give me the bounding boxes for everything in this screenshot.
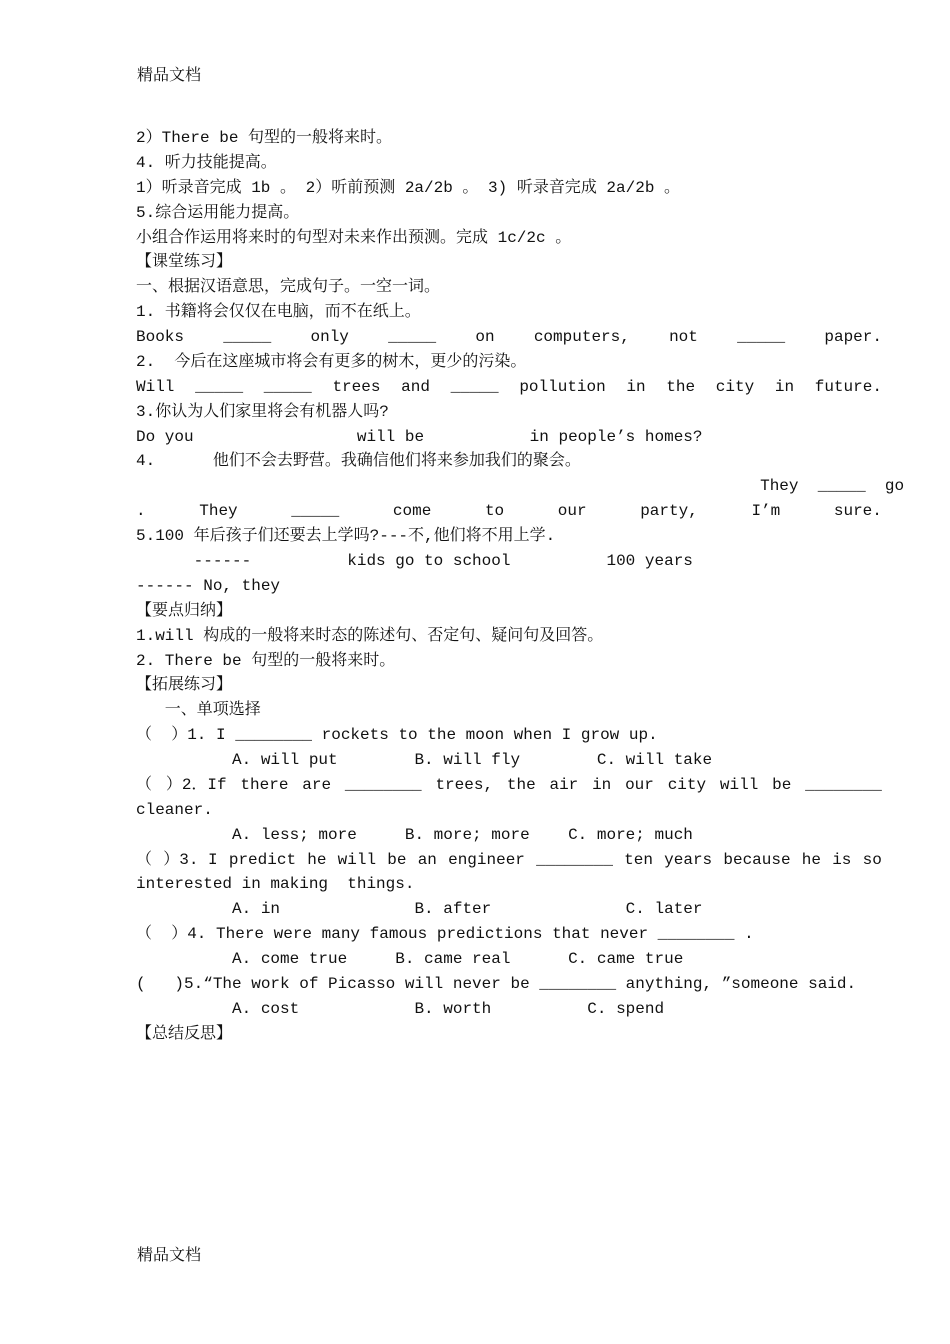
- line-word: _____: [263, 377, 312, 396]
- line-word: （: [136, 775, 153, 794]
- line-word: _____: [388, 328, 437, 346]
- text-line: [136, 774, 882, 796]
- line-word: pollution: [519, 377, 606, 396]
- text-line: 1.will 构成的一般将来时态的陈述句、否定句、疑问句及回答。: [136, 626, 604, 645]
- text-line: 4. 他们不会去野营。我确信他们将来参加我们的聚会。: [136, 452, 581, 471]
- line-word: not: [669, 328, 698, 346]
- line-word: I’m: [751, 502, 781, 521]
- text-line: 2. There be 句型的一般将来时。: [136, 651, 396, 670]
- text-line: A. less; more B. more; more C. more; much: [136, 825, 693, 844]
- line-word: （: [136, 850, 153, 869]
- line-word: _____: [223, 328, 272, 346]
- text-line: 3.你认为人们家里将会有机器人吗?: [136, 402, 389, 421]
- line-word: Will: [136, 377, 175, 396]
- line-word: in: [626, 377, 646, 396]
- line-word: ten: [624, 850, 653, 869]
- text-line: A. in B. after C. later: [136, 900, 703, 919]
- line-word: and: [401, 377, 430, 396]
- line-word: be: [387, 850, 407, 869]
- line-word: ________: [805, 775, 882, 794]
- line-word: to: [484, 502, 505, 521]
- line-word: our: [625, 775, 654, 794]
- text-line: [136, 500, 882, 522]
- line-word: city: [667, 775, 707, 794]
- text-line: cleaner.: [136, 800, 213, 819]
- text-line: A. come true B. came real C. came true: [136, 950, 684, 968]
- line-word: sure.: [833, 502, 882, 521]
- line-word: in: [592, 775, 612, 794]
- line-word: computers,: [533, 328, 630, 346]
- text-line: 1）听录音完成 1b 。 2）听前预测 2a/2b 。 3) 听录音完成 2a/2b 。: [136, 178, 681, 197]
- line-word: will: [719, 775, 759, 794]
- line-word: ________: [536, 850, 613, 869]
- text-line: 5.综合运用能力提高。: [136, 203, 300, 222]
- line-word: ）2．If: [165, 775, 227, 794]
- line-word: so: [862, 850, 882, 869]
- text-line: 一、根据汉语意思，完成句子。一空一词。: [136, 278, 441, 297]
- text-line: They _____ go: [136, 477, 905, 496]
- line-word: on: [475, 328, 495, 346]
- line-word: an: [417, 850, 437, 869]
- text-line: ( )5.“The work of Picasso will never be ________ anything, ”someone said.: [136, 974, 857, 993]
- line-word: he: [307, 850, 327, 869]
- line-word: future.: [814, 377, 882, 396]
- text-line: 小组合作运用将来时的句型对未来作出预测。完成 1c/2c 。: [136, 228, 572, 247]
- text-line: [136, 849, 882, 871]
- line-word: predict: [228, 850, 297, 869]
- line-word: come: [392, 502, 432, 521]
- text-line: Do you will be in people’s homes?: [136, 427, 703, 446]
- text-line: 【课堂练习】: [136, 253, 233, 272]
- text-line: A. will put B. will fly C. will take: [136, 751, 713, 769]
- text-line: 【拓展练习】: [136, 676, 233, 695]
- line-word: the: [506, 775, 536, 794]
- line-word: trees,: [435, 775, 494, 794]
- line-word: are: [302, 775, 332, 794]
- line-word: he: [801, 850, 821, 869]
- text-line: 4. 听力技能提高。: [136, 153, 277, 172]
- line-word: _____: [737, 328, 786, 346]
- text-line: ------ No, they: [136, 576, 281, 595]
- line-word: is: [832, 850, 852, 869]
- line-word: air: [549, 775, 579, 794]
- text-line: 一、单项选择: [136, 701, 261, 720]
- text-line: [136, 326, 882, 348]
- line-word: .: [136, 502, 146, 521]
- line-word: trees: [332, 377, 381, 396]
- line-word: engineer: [448, 850, 525, 869]
- text-line: 5.100 年后孩子们还要去上学吗?---不,他们将不用上学.: [136, 527, 556, 546]
- line-word: Books: [136, 328, 185, 346]
- line-word: _____: [195, 377, 244, 396]
- text-line: interested in making things.: [136, 875, 415, 894]
- line-word: ________: [344, 775, 422, 794]
- line-word: paper.: [824, 328, 882, 346]
- page-header: 精品文档: [137, 65, 202, 84]
- line-word: years: [664, 850, 713, 869]
- text-line: 2）There be 句型的一般将来时。: [136, 129, 393, 147]
- text-line: （ ）1. I ________ rockets to the moon when I grow up.: [136, 726, 658, 745]
- line-word: because: [723, 850, 791, 869]
- line-word: party,: [640, 502, 698, 521]
- text-line: 【要点归纳】: [136, 601, 233, 620]
- text-line: ------ kids go to school 100 years: [136, 552, 693, 570]
- text-line: 1. 书籍将会仅仅在电脑，而不在纸上。: [136, 303, 421, 322]
- line-word: there: [240, 775, 289, 794]
- line-word: will: [337, 850, 377, 869]
- text-line: （ ）4. There were many famous predictions that never ________ .: [136, 925, 754, 944]
- text-line: [136, 376, 882, 398]
- text-line: 2. 今后在这座城市将会有更多的树木，更少的污染。: [136, 352, 527, 371]
- text-line: 【总结反思】: [136, 1024, 233, 1043]
- page-footer: 精品文档: [137, 1245, 202, 1264]
- line-word: the: [666, 377, 696, 396]
- line-word: _____: [450, 377, 499, 396]
- line-word: _____: [291, 502, 340, 521]
- line-word: ）3. I: [163, 850, 218, 869]
- text-line: A. cost B. worth C. spend: [136, 999, 665, 1018]
- line-word: our: [557, 502, 587, 521]
- line-word: only: [310, 328, 349, 346]
- line-word: in: [774, 377, 795, 396]
- line-word: city: [715, 377, 755, 396]
- line-word: They: [199, 502, 238, 521]
- line-word: be: [772, 775, 792, 794]
